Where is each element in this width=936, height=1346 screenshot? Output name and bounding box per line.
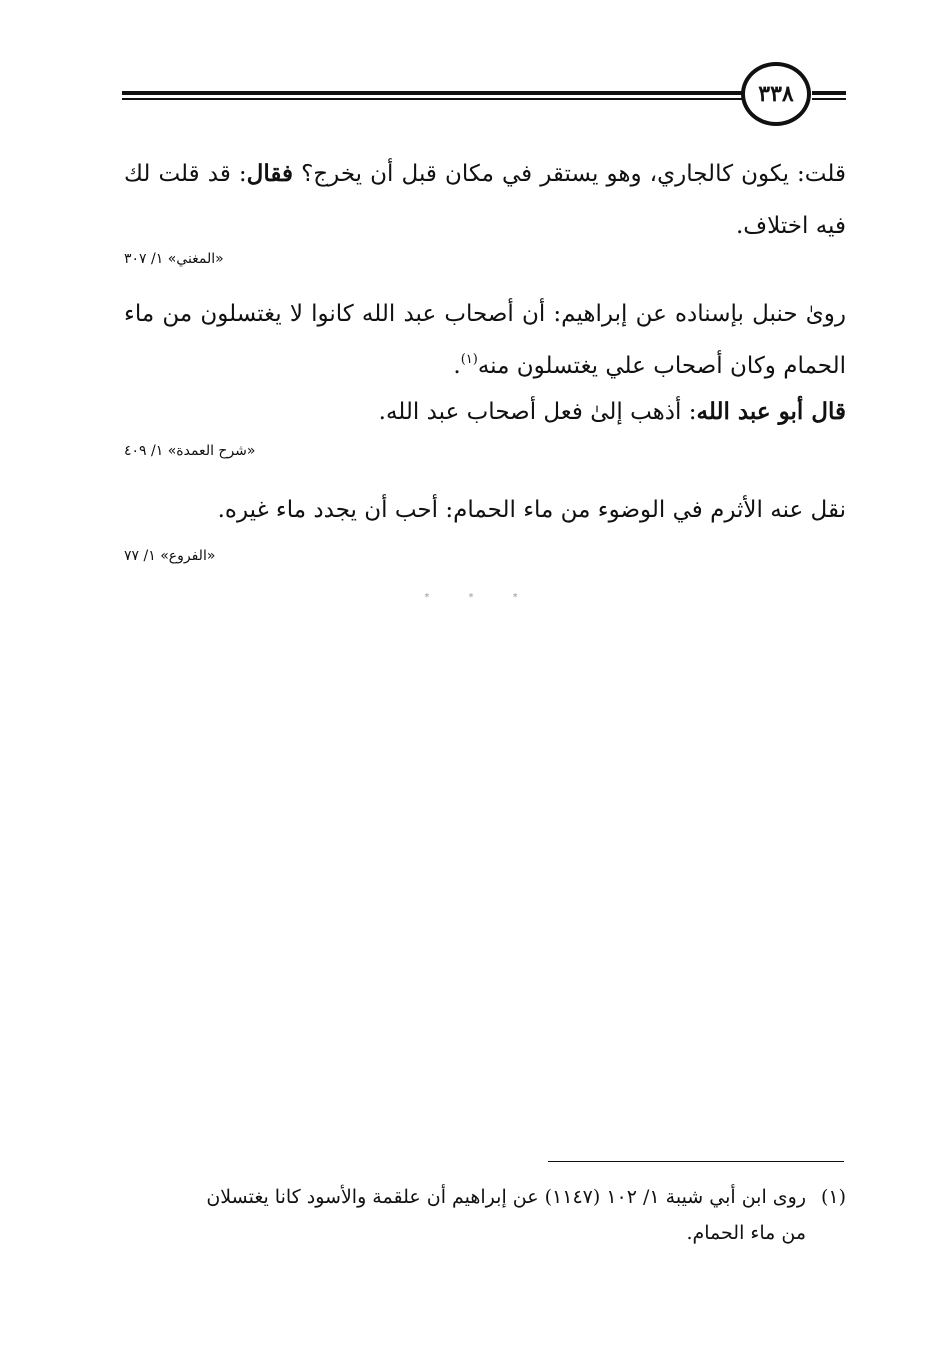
source-reference-1: «المغني» ١/ ٣٠٧ bbox=[124, 251, 224, 267]
p3-bold: قال أبو عبد الله bbox=[696, 398, 846, 425]
p2-text: روىٰ حنبل بإسناده عن إبراهيم: أن أصحاب عبد الله كانوا لا يغتسلون من ماء الحمام وكان أصحاب علي يغتسلون منه bbox=[124, 301, 846, 379]
p4-text: نقل عنه الأثرم في الوضوء من ماء الحمام: أحب أن يجدد ماء غيره. bbox=[217, 497, 846, 523]
header-rule bbox=[122, 91, 744, 95]
p1-text-1: قلت: يكون كالجاري، وهو يستقر في مكان قبل أن يخرج؟ bbox=[293, 161, 847, 187]
header-rule-thin bbox=[122, 98, 744, 100]
page-number bbox=[741, 62, 811, 126]
footnote-reference: (١) bbox=[460, 352, 478, 367]
source-reference-3: «الفروع» ١/ ٧٧ bbox=[124, 548, 216, 564]
paragraph-1 bbox=[124, 148, 846, 252]
p1-text-2: : قد قلت لك فيه اختلاف. bbox=[124, 161, 846, 239]
footnote bbox=[124, 1179, 846, 1251]
paragraph-2 bbox=[124, 288, 846, 392]
p1-bold: فقال bbox=[246, 160, 294, 187]
p3-text: : أذهب إلىٰ فعل أصحاب عبد الله. bbox=[378, 399, 697, 425]
footnote-rule bbox=[548, 1161, 844, 1162]
source-reference-2: «شرح العمدة» ١/ ٤٠٩ bbox=[124, 443, 256, 459]
p2-end: . bbox=[453, 353, 461, 379]
section-separator: * * * bbox=[424, 592, 536, 603]
paragraph-3 bbox=[124, 388, 846, 436]
header-rule-right-thin bbox=[812, 98, 846, 100]
page-number-text: ٣٣٨ bbox=[758, 81, 794, 107]
footnote-text-line-1: روى ابن أبي شيبة ١/ ١٠٢ (١١٤٧) عن إبراهيم أن علقمة والأسود كانا يغتسلان bbox=[206, 1186, 806, 1208]
paragraph-4 bbox=[124, 484, 846, 536]
footnote-marker: (١) bbox=[820, 1186, 846, 1208]
footnote-text-line-2: من ماء الحمام. bbox=[686, 1222, 806, 1244]
header-rule-right bbox=[812, 91, 846, 95]
